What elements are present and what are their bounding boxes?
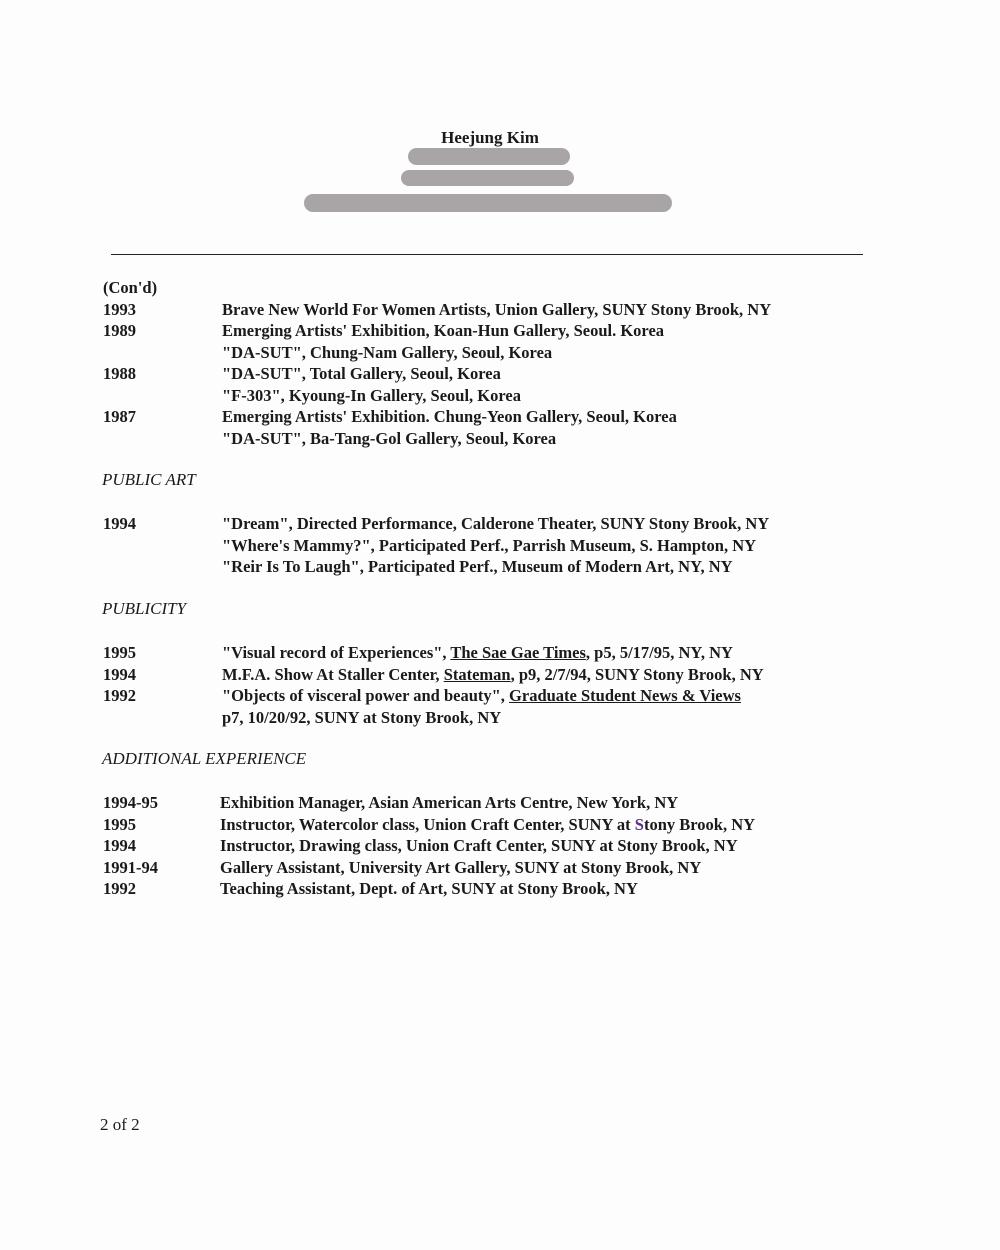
experience-entry: [220, 815, 755, 835]
experience-year: 1992: [103, 879, 136, 898]
section-heading-public-art: PUBLIC ART: [102, 470, 196, 489]
exhibition-entry: "DA-SUT", Total Gallery, Seoul, Korea: [222, 364, 501, 383]
publication-name: The Sae Gae Times: [450, 643, 586, 662]
publicity-entry-continuation: p7, 10/20/92, SUNY at Stony Brook, NY: [222, 708, 502, 727]
section-heading-publicity: PUBLICITY: [102, 599, 187, 618]
experience-year: 1995: [103, 815, 136, 834]
experience-year: 1994: [103, 836, 136, 855]
exhibition-year: 1988: [103, 364, 136, 383]
experience-entry: Gallery Assistant, University Art Gallery, SUNY at Stony Brook, NY: [220, 858, 702, 877]
experience-text: tony Brook, NY: [643, 815, 756, 834]
exhibition-entry: Emerging Artists' Exhibition, Koan-Hun Gallery, Seoul. Korea: [222, 321, 665, 340]
publicity-entry: [222, 665, 764, 685]
public-art-entry: "Where's Mammy?", Participated Perf., Parrish Museum, S. Hampton, NY: [222, 536, 757, 555]
exhibition-entry: "DA-SUT", Ba-Tang-Gol Gallery, Seoul, Korea: [222, 429, 557, 448]
ink-mark-letter: S: [634, 815, 644, 834]
public-art-year: 1994: [103, 514, 136, 533]
exhibition-year: 1993: [103, 300, 136, 319]
exhibition-entry: Brave New World For Women Artists, Union Gallery, SUNY Stony Brook, NY: [222, 300, 772, 319]
experience-year: 1991-94: [103, 858, 158, 877]
publication-details: , p9, 2/7/94, SUNY Stony Brook, NY: [510, 665, 764, 684]
exhibition-entry: "F-303", Kyoung-In Gallery, Seoul, Korea: [222, 386, 521, 405]
publication-details: , p5, 5/17/95, NY, NY: [585, 643, 733, 662]
experience-entry: Exhibition Manager, Asian American Arts Centre, New York, NY: [220, 793, 679, 812]
exhibition-year: 1989: [103, 321, 136, 340]
publication-name: Graduate Student News & Views: [509, 686, 741, 705]
publicity-title: M.F.A. Show At Staller Center,: [222, 665, 444, 684]
publicity-year: 1994: [103, 665, 136, 684]
continued-label: (Con'd): [103, 278, 158, 297]
exhibition-entry: "DA-SUT", Chung-Nam Gallery, Seoul, Korea: [222, 343, 553, 362]
redacted-contact-line: [304, 194, 672, 212]
header-divider: [111, 254, 863, 255]
publicity-year: 1992: [103, 686, 136, 705]
experience-text: Instructor, Watercolor class, Union Craft Center, SUNY at: [220, 815, 635, 834]
redacted-address-line-2: [401, 170, 574, 186]
publicity-title: "Objects of visceral power and beauty",: [222, 686, 510, 705]
publication-name: Stateman: [443, 665, 511, 684]
experience-year: 1994-95: [103, 793, 158, 812]
section-heading-additional-experience: ADDITIONAL EXPERIENCE: [102, 749, 307, 768]
public-art-entry: "Reir Is To Laugh", Participated Perf., Museum of Modern Art, NY, NY: [222, 557, 733, 576]
experience-entry: Instructor, Drawing class, Union Craft Center, SUNY at Stony Brook, NY: [220, 836, 738, 855]
publicity-year: 1995: [103, 643, 136, 662]
publicity-title: "Visual record of Experiences",: [222, 643, 451, 662]
publicity-entry: [222, 686, 741, 706]
author-name: Heejung Kim: [441, 128, 539, 147]
redacted-address-line-1: [408, 148, 570, 165]
exhibition-year: 1987: [103, 407, 136, 426]
experience-entry: Teaching Assistant, Dept. of Art, SUNY at Stony Brook, NY: [220, 879, 638, 898]
publicity-entry: [222, 643, 733, 663]
public-art-entry: "Dream", Directed Performance, Calderone Theater, SUNY Stony Brook, NY: [222, 514, 770, 533]
exhibition-entry: Emerging Artists' Exhibition. Chung-Yeon Gallery, Seoul, Korea: [222, 407, 677, 426]
page-number: 2 of 2: [100, 1115, 140, 1134]
